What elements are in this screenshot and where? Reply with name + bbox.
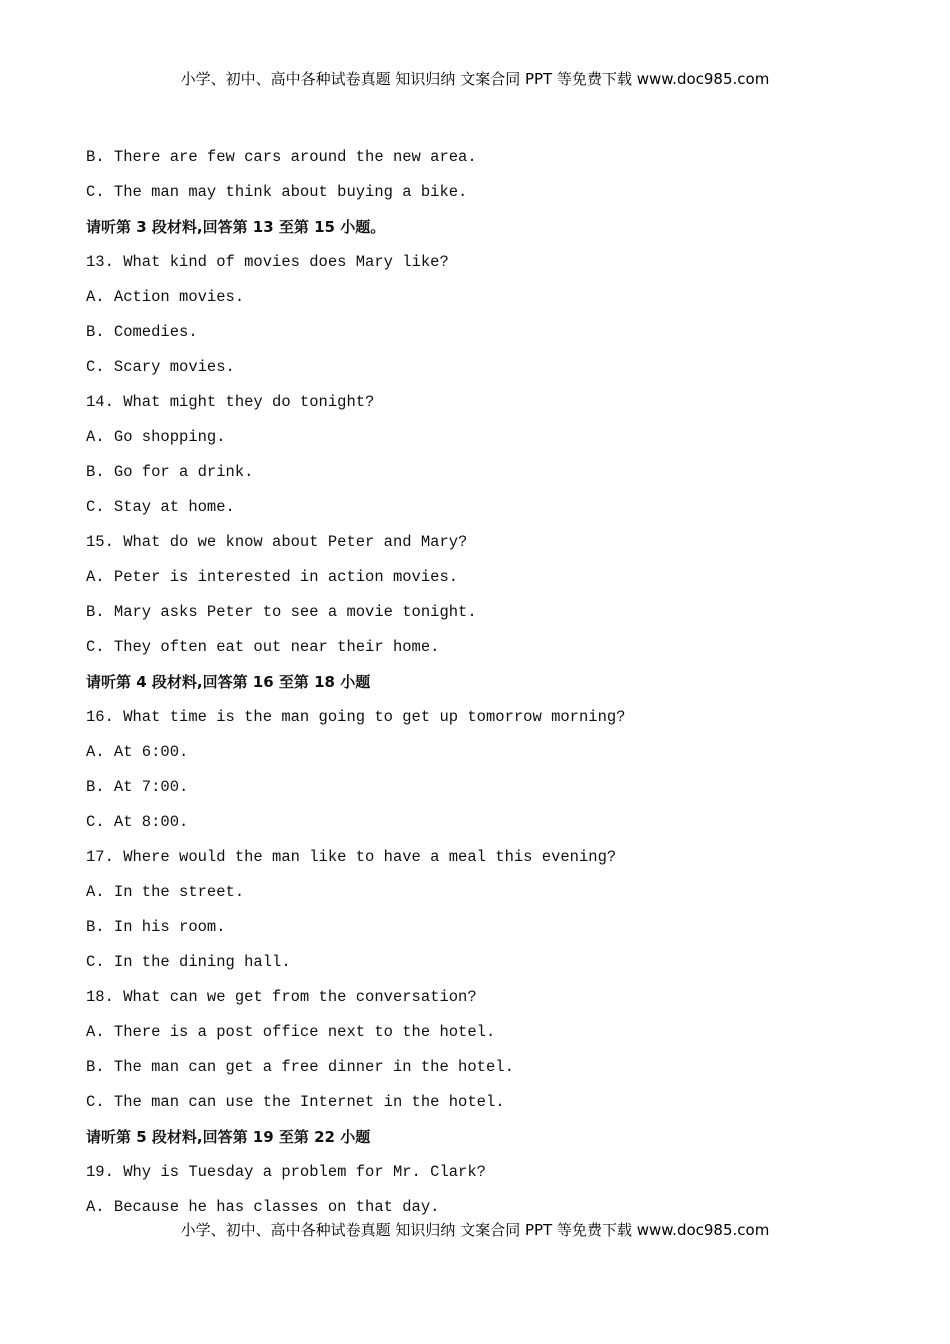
footer-banner: 小学、初中、高中各种试卷真题 知识归纳 文案合同 PPT 等免费下载 www.doc985.com (180, 1221, 770, 1239)
answer-option: B. The man can get a free dinner in the hotel. (86, 1058, 514, 1076)
answer-option: C. They often eat out near their home. (86, 638, 440, 656)
answer-option: A. Action movies. (86, 288, 245, 306)
section-heading: 请听第 5 段材料,回答第 19 至第 22 小题 (86, 1128, 371, 1146)
answer-option: A. There is a post office next to the hotel. (86, 1023, 496, 1041)
answer-option: A. At 6:00. (86, 743, 189, 761)
answer-option: B. At 7:00. (86, 778, 189, 796)
question-text: 16. What time is the man going to get up tomorrow morning? (86, 708, 626, 726)
question-list (86, 146, 886, 1231)
answer-option: B. There are few cars around the new area. (86, 148, 477, 166)
question-text: 13. What kind of movies does Mary like? (86, 253, 449, 271)
question-text: 15. What do we know about Peter and Mary? (86, 533, 468, 551)
question-text: 19. Why is Tuesday a problem for Mr. Clark? (86, 1163, 486, 1181)
answer-option: A. Peter is interested in action movies. (86, 568, 459, 586)
answer-option: B. Go for a drink. (86, 463, 254, 481)
section-heading: 请听第 3 段材料,回答第 13 至第 15 小题。 (86, 218, 386, 236)
answer-option: C. The man can use the Internet in the hotel. (86, 1093, 505, 1111)
question-text: 14. What might they do tonight? (86, 393, 375, 411)
answer-option: C. Stay at home. (86, 498, 235, 516)
answer-option: B. In his room. (86, 918, 226, 936)
answer-option: C. In the dining hall. (86, 953, 291, 971)
answer-option: A. Because he has classes on that day. (86, 1198, 440, 1216)
answer-option: C. Scary movies. (86, 358, 235, 376)
header-banner: 小学、初中、高中各种试卷真题 知识归纳 文案合同 PPT 等免费下载 www.doc985.com (180, 70, 770, 88)
answer-option: C. The man may think about buying a bike. (86, 183, 468, 201)
answer-option: B. Mary asks Peter to see a movie tonight. (86, 603, 477, 621)
section-heading: 请听第 4 段材料,回答第 16 至第 18 小题 (86, 673, 371, 691)
answer-option: A. Go shopping. (86, 428, 226, 446)
question-text: 17. Where would the man like to have a meal this evening? (86, 848, 617, 866)
answer-option: A. In the street. (86, 883, 245, 901)
answer-option: B. Comedies. (86, 323, 198, 341)
question-text: 18. What can we get from the conversation? (86, 988, 477, 1006)
answer-option: C. At 8:00. (86, 813, 189, 831)
